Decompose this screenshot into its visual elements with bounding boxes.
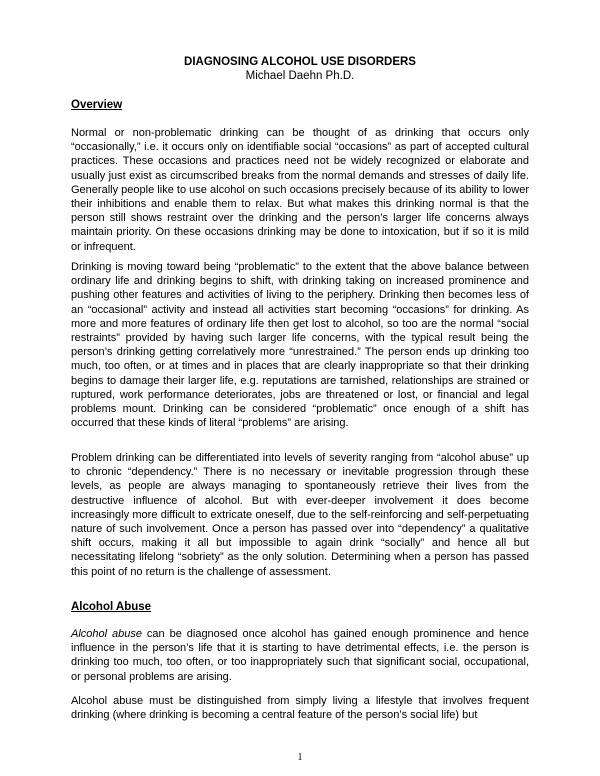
document-title: DIAGNOSING ALCOHOL USE DISORDERS [184, 56, 416, 68]
alcohol-abuse-paragraph-2: Alcohol abuse must be distinguished from simply living a lifestyle that involves frequent drinking (where drinking is becoming a central feature of the person’s social life) but [71, 695, 529, 722]
overview-paragraph-3: Problem drinking can be differentiated into levels of severity ranging from “alcohol abuse” up to chronic “dependency.” There is no necessary or inevitable progression through these levels, as people are always managing to spontaneously retrieve their lives from the destructive influence of alcohol. But with ever-deeper involvement it does become increasingly more difficult to extricate oneself, due to the self-reinforcing and self-perpetuating nature of such involvement. Once a person has passed over into “dependency” a qualitative shift occurs, making it all but impossible to again drink “socially” and hence all but necessitating lifelong “sobriety” as the only solution. Determining when a person has passed this point of no return is the challenge of assessment. [71, 452, 529, 578]
section-heading-overview: Overview [71, 99, 123, 111]
page-number: 1 [297, 752, 303, 763]
alcohol-abuse-paragraph-1 [71, 627, 529, 684]
document-author: Michael Daehn Ph.D. [245, 70, 355, 82]
alcohol-abuse-emphasis: Alcohol abuse [71, 628, 142, 640]
section-heading-alcohol-abuse: Alcohol Abuse [71, 601, 152, 613]
overview-paragraph-1: Normal or non-problematic drinking can be thought of as drinking that occurs only “occasionally,” i.e. it occurs only on identifiable social “occasions” as part of accepted cultural practices. These occasions and practices need not be widely recognized or elaborate and usually just exist as circumscribed breaks from the normal demands and stresses of daily life. Generally people like to use alcohol on such occasions precisely because of its ability to lower their inhibitions and enable them to relax. But what makes this drinking normal is that the person still shows restraint over the drinking and the person’s larger life concerns always maintain priority. On these occasions drinking may be done to intoxication, but if so it is mild or infrequent. [71, 127, 529, 253]
alcohol-abuse-paragraph-1-text: can be diagnosed once alcohol has gained enough prominence and hence influence in the person’s life that it is starting to have detrimental effects, i.e. the person is drinking too much, too often, or too inappropriately such that significant social, occupational, or personal problems are arising. [71, 628, 529, 683]
overview-paragraph-2: Drinking is moving toward being “problematic” to the extent that the above balance between ordinary life and drinking begins to shift, with drinking taking on increased prominence and pushing other features and activities of living to the periphery. Drinking then becomes less of an “occasional” activity and instead all activities start becoming “occasions” for drinking. As more and more features of ordinary life then get lost to alcohol, so too are the normal “social restraints” provided by having such larger life concerns, with the typical result being the person’s drinking getting correlatively more “unrestrained.” The person ends up drinking too much, too often, or at times and in places that are clearly inappropriate so that their drinking begins to damage their larger life, e.g. reputations are tarnished, relationships are strained or ruptured, work performance deteriorates, jobs are threatened or lost, or financial and legal problems mount. Drinking can be considered “problematic” once enough of a shift has occurred that these kinds of literal “problems” are arising. [71, 261, 529, 430]
